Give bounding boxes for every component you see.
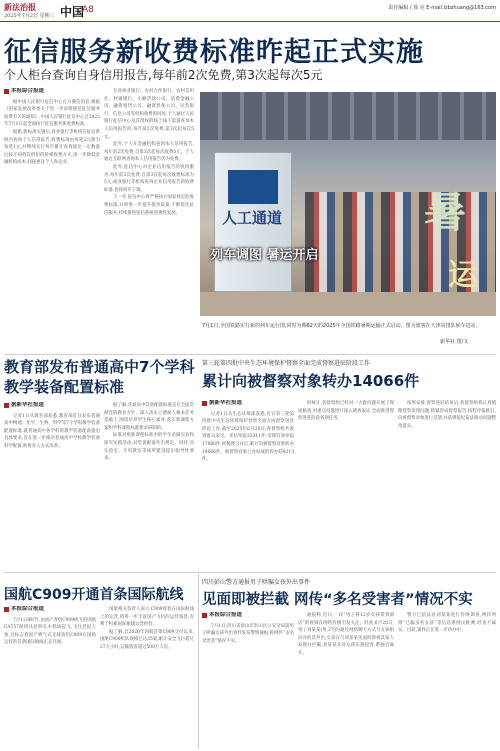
gate-screen xyxy=(228,170,278,204)
aviation-paragraph: 据了解,自2020年国航首架C909交付以来,国航C909机队规模已达35架,累计安全飞行超过27万小时,运输旅客超过500万人次。 xyxy=(100,629,194,650)
police-paragraph: 通报称,近日,一段“男子将12岁女孩带到酒店”的视频在网络传播引发关注。经查,6月28日,男子刘某某(男,27岁)通过网络聊天方式与女孩相识并约其外出,女孩在与刘某某见面时即被其家人发现并拦截,刘某某未对女孩实施侵害,系独自离开。 xyxy=(298,613,394,656)
aviation-headline: 国航C909开通首条国际航线 xyxy=(4,587,184,603)
environment-article-col-1 xyxy=(202,400,294,570)
bullet-square-icon xyxy=(4,403,9,408)
bullet-square-icon xyxy=(4,89,9,94)
lead-subheadline: 个人柜台查询自身信用报告,每年前2次免费,第3次起每次5元 xyxy=(4,68,323,82)
horizontal-rule xyxy=(4,354,496,355)
aviation-source-line: 本报综合报道 xyxy=(4,606,96,614)
education-headline-line-2: 教学装备配置标准 xyxy=(4,378,125,396)
education-paragraph: 标准对照新课程标准中的学生必做实验和探究实践活动,对装备配备作出规定。同时,对实验室、专用教室等场所建设提出指导性要求。 xyxy=(104,433,194,462)
police-article-col-1 xyxy=(202,612,294,749)
lead-article-col-2 xyxy=(104,88,194,352)
photo-caption: 7月1日,全国铁路实行新的列车运行图,同时为期62天的2025年全国铁路暑期运输正式启动。图为旅客在天津站排队候车进站。 xyxy=(202,323,481,329)
lead-article-col-1 xyxy=(4,88,100,352)
aviation-paragraph: 7月1日8时许,由国产客机C909执飞的国航CA757航班从昆明长水机场起飞,飞往老挝万象,这标志着国产喷气式支线客机C909在国航运营的首条国际航线正式开通。 xyxy=(4,617,96,646)
police-paragraph: 7月1日,四川省眉山市彭山区公安分局就男子哄骗女孩外出事件发布警情通报,称网传“多名受害者”情况不实。 xyxy=(202,623,294,644)
environment-article-col-2 xyxy=(298,400,394,570)
vertical-rule xyxy=(198,574,199,749)
photo-headline: 列车调图 暑运开启 xyxy=(210,248,319,263)
photo-floor xyxy=(200,292,496,316)
bullet-square-icon xyxy=(202,401,207,406)
police-paragraph: 警方已依法对刘某某进行传唤调查,网传所谓“已骗多名女孩”等信息系网民推测,经查不属实。目前,案件正在进一步侦办中。 xyxy=(398,613,496,634)
environment-kicker: 第三轮第四批中央生态环境保护督察全面完成督察进驻阶段工作 xyxy=(202,360,371,367)
lead-paragraph: 下一步,征信中心将严格执行国家规定的收费标准,并将进一步提升服务质量,不断优化征信服务,持续推进征信系统普惠性发展。 xyxy=(104,195,194,216)
education-paragraph: 记者1日从教育部获悉,教育部近日发布普通高中物理、化学、生物、科学等7个学科教学装备配置标准,就普通高中各学科的教学装备配备提出具体要求,旨在进一步推动普通高中学校教学装备科学配备,助推育人方式改革。 xyxy=(4,413,100,449)
lead-paragraph: 据悉,新标准实施后,商业银行等机构在征信系统内查询个人信用报告,收费标准由每笔2元降为每笔1元,并继续实行每月累计查询量达一定数量后按不同档次折扣的阶梯收费方式,进一步降低金融机构成本,间接惠及个人和企业。 xyxy=(4,129,100,166)
environment-paragraph: 记者1日从生态环境部获悉,近日第三轮第四批中央生态环境保护督察全面完成督察进驻阶段工作,截至2025年6月28日,各督察组共收到群众来电、来信举报23311件,受理有效举报17880件,经梳理合并后,累计向被督察对象转办14066件。被督察对象已办结或阶段办结9213件。 xyxy=(202,411,294,463)
transport-stamp-character: 运 xyxy=(448,258,478,293)
newspaper-header xyxy=(0,0,500,22)
environment-paragraph: 按照安排,督察进驻结束后,各督察组将认真梳理督察发现问题,抓紧形成督察报告,按程序报批后,向被督察对象进行反馈,并依规依纪依法推动问题整改落实。 xyxy=(398,401,496,429)
masthead: 新法治报 xyxy=(4,2,36,12)
photo-ceiling xyxy=(200,92,496,140)
environment-headline: 累计向被督察对象转办14066件 xyxy=(202,372,420,390)
bullet-square-icon xyxy=(4,607,9,612)
aviation-paragraph: 国航相关负责人表示,C909客机在国际航线上的运营,将进一步丰富国产飞机的运营场景,有利于积累国际航线运营经验。 xyxy=(100,607,194,628)
environment-source-line: 据新华社报道 xyxy=(202,400,294,408)
education-paragraph: 据了解,普通高中装备配置标准是在全面贯彻党的教育方针、深入落实立德树人根本任务基础上,围绕培养学生核心素养,落实新课程方案和学科课程标准要求研制的。 xyxy=(104,403,194,431)
environment-article-col-3 xyxy=(398,400,496,570)
police-source-line: 本报综合报道 xyxy=(202,612,294,620)
lead-paragraph: 此外,征信中心对企业信用报告的查询服务,每年前2次免费,自第3次起每次收费标准为5元;商业银行等机构查询企业信用报告的收费标准,也将同步下调。 xyxy=(104,164,194,193)
editor-credit: 责任编辑 / 徐 亮 E-mail:lzbzhuang@163.com xyxy=(388,5,496,11)
environment-paragraph: 经统计,各督察组已经对一大批问题开展了现场核查,对重点问题进行深入调查取证,全面推进督察进驻阶段各项任务。 xyxy=(298,401,394,422)
lead-paragraph: 此外,个人在金融机构查询本人信用报告,每年前2次免费,自第3次起每次收费5元。个人通过互联网查询本人信用报告仍为免费。 xyxy=(104,142,194,163)
aviation-article-col-1 xyxy=(4,606,96,749)
photo-credit: 新华社 图/文 xyxy=(440,339,469,345)
summer-stamp-character: 暑 xyxy=(424,188,467,237)
police-article-col-3 xyxy=(398,612,496,749)
education-source-line: 据新华社报道 xyxy=(4,402,100,410)
police-article-col-2 xyxy=(298,612,394,749)
police-headline: 见面即被拦截 网传“多名受害者”情况不实 xyxy=(202,592,473,608)
education-article-col-1 xyxy=(4,402,100,568)
lead-headline: 征信服务新收费标准昨起正式实施 xyxy=(4,37,424,68)
police-kicker: 四川彭山警方通报男子哄骗女孩外出事件 xyxy=(202,579,311,586)
education-article-col-2 xyxy=(104,402,194,568)
lead-paragraph: 在对商业银行、农村合作银行、农村信用社、村镇银行、小额贷款公司、消费金融公司、融资租赁公司、融资担保公司、民营银行、信息公司等机构收费的同时,个人通过人民银行征信中心及其授权的线上线下渠道查询本人信用报告的,每年前2次免费,第3次起每次5元。 xyxy=(104,89,194,140)
bullet-square-icon xyxy=(202,613,207,618)
lead-paragraph: 据中国人民银行征信中心官方微信消息,根据《国家发展改革委关于进一步清理规范征信服务收费有关的通知》,中国人民银行征信中心自2025年7月1日起全面执行征信服务新收费标准。 xyxy=(4,99,100,128)
horizontal-rule xyxy=(4,572,496,573)
manual-gate-sign: 人工通道 xyxy=(222,209,283,227)
issue-date: 2025年7月2日 星期三 xyxy=(4,13,55,19)
section-title: 中国 xyxy=(60,5,85,19)
education-headline-line-1: 教育部发布普通高中7个学科 xyxy=(4,358,195,376)
lead-source-line: 本报综合报道 xyxy=(4,88,100,96)
page-number: A8 xyxy=(82,5,94,15)
aviation-article-col-2 xyxy=(100,606,194,749)
